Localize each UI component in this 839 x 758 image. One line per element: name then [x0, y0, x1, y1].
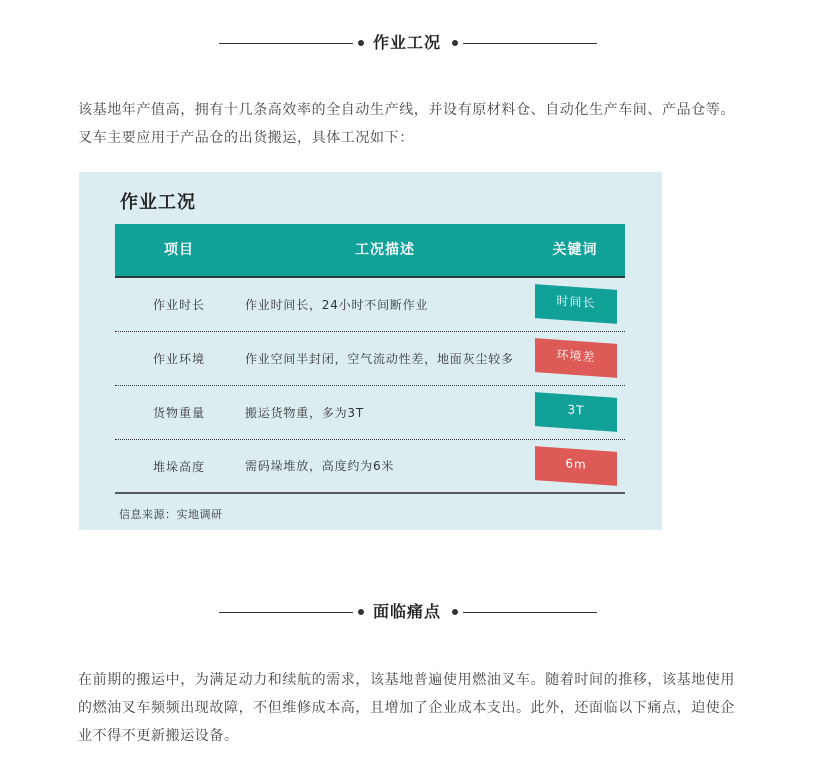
keyword-tag: 6m	[535, 446, 617, 486]
table-row	[115, 386, 625, 440]
row-item: 作业时长	[152, 298, 205, 312]
intro-paragraph: 该基地年产值高，拥有十几条高效率的全自动生产线，并设有原材料仓、自动化生产车间、产品仓等。叉车主要应用于产品仓的出货搬运，具体工况如下：	[78, 102, 735, 146]
section-title: 作业工况	[372, 33, 441, 52]
section-heading-work-conditions	[0, 32, 839, 56]
header-description: 工况描述	[355, 242, 415, 258]
source-note: 信息来源：实地调研	[119, 508, 223, 521]
row-description: 需码垛堆放，高度约为6米	[245, 459, 395, 473]
heading-dot-left	[358, 40, 364, 46]
heading-dot-left	[358, 609, 364, 615]
heading-divider-right	[463, 43, 597, 44]
table-row	[115, 440, 625, 494]
work-conditions-table	[115, 224, 625, 494]
heading-divider-left	[219, 612, 353, 613]
table-row	[115, 278, 625, 332]
heading-divider-right	[463, 612, 597, 613]
card-title: 作业工况	[120, 192, 196, 213]
row-item: 作业环境	[152, 352, 205, 366]
row-description: 作业空间半封闭，空气流动性差，地面灰尘较多	[245, 351, 514, 366]
keyword-tag: 环境差	[535, 338, 617, 378]
keyword-tag: 时间长	[535, 284, 617, 324]
table-row	[115, 332, 625, 386]
section-heading-pain-points	[0, 601, 839, 625]
heading-divider-left	[219, 43, 353, 44]
row-item: 堆垛高度	[152, 459, 205, 474]
heading-dot-right	[452, 40, 458, 46]
row-description: 作业时间长，24小时不间断作业	[245, 297, 429, 312]
keyword-tag: 3T	[535, 392, 617, 432]
table-header	[115, 224, 625, 278]
heading-dot-right	[452, 609, 458, 615]
row-item: 货物重量	[152, 406, 205, 420]
row-description: 搬运货物重，多为3T	[245, 405, 364, 420]
pain-points-paragraph: 在前期的搬运中，为满足动力和续航的需求，该基地普遍使用燃油叉车。随着时间的推移，该基地使用的燃油叉车频频出现故障，不但维修成本高，且增加了企业成本支出。此外，还面临以下痛点，迫使企业不得不更新搬运设备。	[78, 672, 735, 744]
work-conditions-card	[79, 172, 662, 530]
header-item: 项目	[164, 242, 194, 258]
section-title: 面临痛点	[372, 602, 441, 621]
header-keyword: 关键词	[552, 242, 598, 258]
